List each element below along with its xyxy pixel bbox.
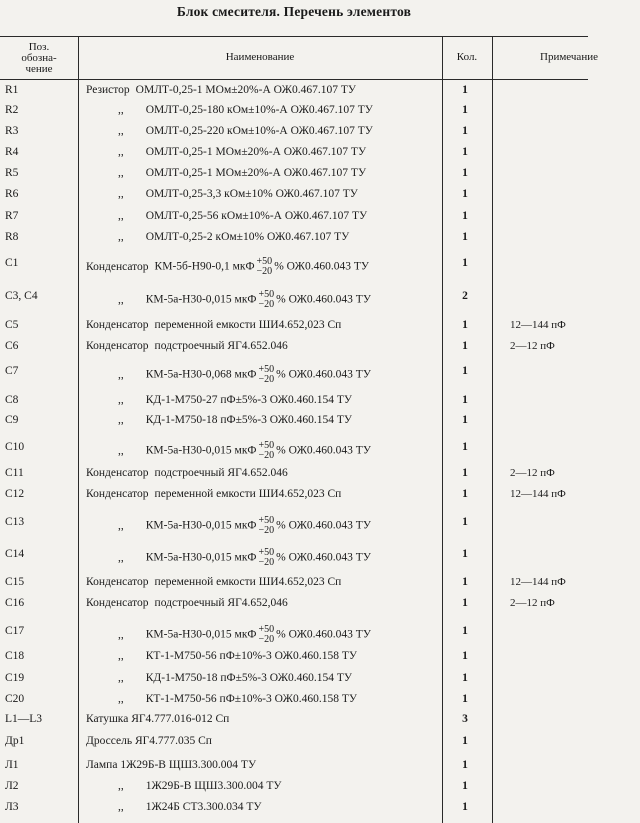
element-spec: КМ-5а-Н30-0,068 мкФ <box>145 368 257 381</box>
element-type-prefix: ,, <box>118 551 124 564</box>
element-type-prefix: ,, <box>118 293 124 306</box>
element-name <box>118 231 349 243</box>
element-spec-tail: % ОЖ0.460.043 ТУ <box>274 260 370 273</box>
position-designator: Л1 <box>5 759 19 771</box>
quantity: 1 <box>462 625 468 637</box>
element-name <box>118 146 366 158</box>
element-name <box>118 441 371 461</box>
tolerance-fraction <box>259 516 275 536</box>
element-type-prefix: Резистор <box>86 84 130 96</box>
position-designator: C13 <box>5 516 25 528</box>
position-designator: R1 <box>5 84 19 96</box>
element-spec-tail: % ОЖ0.460.043 ТУ <box>276 293 371 306</box>
tolerance-fraction <box>259 365 275 385</box>
quantity: 1 <box>462 467 468 479</box>
note: 2—12 пФ <box>510 597 555 609</box>
quantity: 1 <box>462 319 468 331</box>
tolerance-upper: +50 <box>258 289 275 300</box>
element-type-prefix: ,, <box>118 414 124 426</box>
quantity: 1 <box>462 801 468 813</box>
element-name <box>118 104 373 116</box>
quantity: 1 <box>462 257 468 269</box>
quantity: 1 <box>462 780 468 792</box>
element-type-prefix: ,, <box>118 801 124 813</box>
quantity: 1 <box>462 441 468 453</box>
tolerance-lower: −20 <box>258 634 275 645</box>
element-name <box>86 340 288 352</box>
element-type-prefix: Конденсатор <box>86 576 149 588</box>
element-type-prefix: Конденсатор <box>86 467 149 479</box>
quantity: 1 <box>462 394 468 406</box>
quantity: 1 <box>462 146 468 158</box>
header-name: Наименование <box>225 51 295 63</box>
element-type-prefix: ,, <box>118 104 124 116</box>
element-name <box>86 759 256 771</box>
element-type-prefix: Конденсатор <box>86 488 149 500</box>
position-designator: C12 <box>5 488 25 500</box>
element-type-prefix: Конденсатор <box>86 340 149 352</box>
element-type-prefix: ,, <box>118 444 124 457</box>
header-pos-line1: Поз. <box>28 41 50 53</box>
position-designator: C1 <box>5 257 19 269</box>
element-spec-tail: % ОЖ0.460.043 ТУ <box>276 519 371 532</box>
position-designator: C8 <box>5 394 19 406</box>
element-spec: ОМЛТ-0,25-220 кОм±10%-А ОЖ0.467.107 ТУ <box>145 125 373 137</box>
element-spec: 1Ж29Б-В ЩШ3.300.004 ТУ <box>145 780 282 792</box>
header-bottom-border <box>0 79 588 80</box>
quantity: 1 <box>462 488 468 500</box>
element-type-prefix: ,, <box>118 628 124 641</box>
element-spec-tail: % ОЖ0.460.043 ТУ <box>276 551 371 564</box>
position-designator: C20 <box>5 693 25 705</box>
element-type-prefix: Конденсатор <box>86 260 149 273</box>
element-spec: подстроечный ЯГ4.652,046 <box>154 597 288 609</box>
tolerance-lower: −20 <box>258 557 275 568</box>
tolerance-lower: −20 <box>258 299 275 310</box>
element-name <box>86 84 356 96</box>
quantity: 1 <box>462 650 468 662</box>
position-designator: R7 <box>5 210 19 222</box>
position-designator: C17 <box>5 625 25 637</box>
quantity: 1 <box>462 597 468 609</box>
quantity: 1 <box>462 167 468 179</box>
element-spec: 1Ж24Б СТ3.300.034 ТУ <box>145 801 262 813</box>
element-spec-tail: % ОЖ0.460.043 ТУ <box>276 368 371 381</box>
element-name <box>86 319 341 331</box>
note: 2—12 пФ <box>510 467 555 479</box>
element-spec: КМ-5а-Н30-0,015 мкФ <box>145 628 257 641</box>
quantity: 1 <box>462 84 468 96</box>
element-name <box>86 467 288 479</box>
element-spec: КТ-1-М750-56 пФ±10%-3 ОЖ0.460.158 ТУ <box>145 650 357 662</box>
element-spec: Катушка ЯГ4.777.016-012 Сп <box>86 713 230 725</box>
header-pos-line3: чение <box>25 63 53 75</box>
element-spec: переменной емкости ШИ4.652,023 Сп <box>154 576 342 588</box>
tolerance-fraction <box>259 548 275 568</box>
element-name <box>118 188 358 200</box>
quantity: 1 <box>462 759 468 771</box>
element-type-prefix: ,, <box>118 650 124 662</box>
quantity: 3 <box>462 713 468 725</box>
element-name <box>86 576 341 588</box>
header-qty: Кол. <box>456 51 478 63</box>
element-spec: ОМЛТ-0,25-2 кОм±10% ОЖ0.467.107 ТУ <box>145 231 350 243</box>
quantity: 1 <box>462 516 468 528</box>
position-designator: C11 <box>5 467 24 479</box>
quantity: 1 <box>462 672 468 684</box>
position-designator: C6 <box>5 340 19 352</box>
element-spec: КД-1-М750-18 пФ±5%-3 ОЖ0.460.154 ТУ <box>145 672 353 684</box>
element-type-prefix: ,, <box>118 672 124 684</box>
tolerance-upper: +50 <box>258 515 275 526</box>
element-type-prefix: Конденсатор <box>86 319 149 331</box>
element-name <box>118 625 371 645</box>
element-name <box>118 414 352 426</box>
tolerance-lower: −20 <box>258 374 275 385</box>
position-designator: C16 <box>5 597 25 609</box>
element-type-prefix: Конденсатор <box>86 597 149 609</box>
tolerance-fraction <box>259 625 275 645</box>
element-spec: КД-1-М750-27 пФ±5%-3 ОЖ0.460.154 ТУ <box>145 394 353 406</box>
position-designator: C3, C4 <box>5 290 38 302</box>
element-name <box>118 780 282 792</box>
position-designator: R2 <box>5 104 19 116</box>
position-designator: R3 <box>5 125 19 137</box>
element-spec: переменной емкости ШИ4.652,023 Сп <box>154 488 342 500</box>
element-name <box>118 290 371 310</box>
element-type-prefix: ,, <box>118 125 124 137</box>
position-designator: Др1 <box>5 735 25 747</box>
element-spec: КТ-1-М750-56 пФ±10%-3 ОЖ0.460.158 ТУ <box>145 693 357 705</box>
note: 12—144 пФ <box>510 488 566 500</box>
position-designator: C9 <box>5 414 19 426</box>
element-name <box>118 801 262 813</box>
position-designator: R4 <box>5 146 19 158</box>
position-designator: C18 <box>5 650 25 662</box>
quantity: 2 <box>462 290 468 302</box>
element-type-prefix: ,, <box>118 780 124 792</box>
element-spec: КД-1-М750-18 пФ±5%-3 ОЖ0.460.154 ТУ <box>145 414 353 426</box>
tolerance-lower: −20 <box>258 525 275 536</box>
element-spec: подстроечный ЯГ4.652.046 <box>154 467 288 479</box>
header-note: Примечание <box>540 51 598 63</box>
position-designator: C15 <box>5 576 25 588</box>
element-spec: переменной емкости ШИ4.652,023 Сп <box>154 319 342 331</box>
position-designator: C7 <box>5 365 19 377</box>
table-top-border <box>0 36 588 37</box>
position-designator: Л2 <box>5 780 19 792</box>
element-spec: КМ-5а-Н30-0,015 мкФ <box>145 551 257 564</box>
quantity: 1 <box>462 210 468 222</box>
element-spec: КМ-5а-Н30-0,015 мкФ <box>145 519 257 532</box>
element-spec: ОМЛТ-0,25-1 МОм±20%-А ОЖ0.467.107 ТУ <box>145 167 367 179</box>
header-pos-line2: обозна- <box>21 52 57 64</box>
element-spec: подстроечный ЯГ4.652.046 <box>154 340 288 352</box>
element-spec: Дроссель ЯГ4.777.035 Сп <box>86 735 212 747</box>
quantity: 1 <box>462 188 468 200</box>
element-name <box>118 516 371 536</box>
quantity: 1 <box>462 414 468 426</box>
element-type-prefix: ,, <box>118 146 124 158</box>
element-name <box>118 650 357 662</box>
element-type-prefix: ,, <box>118 210 124 222</box>
element-spec-tail: % ОЖ0.460.043 ТУ <box>276 444 371 457</box>
col-divider-note <box>492 36 493 823</box>
element-name <box>86 713 229 725</box>
tolerance-upper: +50 <box>258 364 275 375</box>
element-spec: ОМЛТ-0,25-180 кОм±10%-А ОЖ0.467.107 ТУ <box>145 104 373 116</box>
element-name <box>118 210 367 222</box>
tolerance-fraction <box>259 441 275 461</box>
position-designator: R6 <box>5 188 19 200</box>
element-type-prefix: ,, <box>118 231 124 243</box>
quantity: 1 <box>462 365 468 377</box>
element-name <box>118 693 357 705</box>
element-name <box>118 548 371 568</box>
header-pos <box>0 42 78 75</box>
page-title: Блок смесителя. Перечень элементов <box>176 4 412 19</box>
tolerance-upper: +50 <box>258 624 275 635</box>
position-designator: L1—L3 <box>5 713 43 725</box>
position-designator: Л3 <box>5 801 19 813</box>
element-spec: КМ-5а-Н30-0,015 мкФ <box>145 444 257 457</box>
element-spec: КМ-5б-Н90-0,1 мкФ <box>154 260 255 273</box>
element-name <box>118 125 373 137</box>
element-type-prefix: ,, <box>118 693 124 705</box>
position-designator: C19 <box>5 672 25 684</box>
position-designator: C14 <box>5 548 25 560</box>
quantity: 1 <box>462 125 468 137</box>
tolerance-upper: +50 <box>258 440 275 451</box>
quantity: 1 <box>462 340 468 352</box>
tolerance-lower: −20 <box>256 266 273 277</box>
col-divider-name <box>78 36 79 823</box>
position-designator: C10 <box>5 441 25 453</box>
element-type-prefix: ,, <box>118 368 124 381</box>
element-name <box>118 365 371 385</box>
col-divider-qty <box>442 36 443 823</box>
tolerance-fraction <box>257 257 273 277</box>
tolerance-lower: −20 <box>258 450 275 461</box>
position-designator: R5 <box>5 167 19 179</box>
element-name <box>118 394 352 406</box>
note: 2—12 пФ <box>510 340 555 352</box>
tolerance-upper: +50 <box>258 547 275 558</box>
element-spec: КМ-5а-Н30-0,015 мкФ <box>145 293 257 306</box>
element-type-prefix: ,, <box>118 519 124 532</box>
tolerance-fraction <box>259 290 275 310</box>
element-type-prefix: ,, <box>118 167 124 179</box>
element-type-prefix: ,, <box>118 394 124 406</box>
element-spec: ОМЛТ-0,25-3,3 кОм±10% ОЖ0.467.107 ТУ <box>145 188 358 200</box>
note: 12—144 пФ <box>510 576 566 588</box>
quantity: 1 <box>462 548 468 560</box>
quantity: 1 <box>462 576 468 588</box>
element-spec: Лампа 1Ж29Б-В ЩШ3.300.004 ТУ <box>86 759 257 771</box>
quantity: 1 <box>462 693 468 705</box>
element-type-prefix: ,, <box>118 188 124 200</box>
note: 12—144 пФ <box>510 319 566 331</box>
position-designator: C5 <box>5 319 19 331</box>
element-spec: ОМЛТ-0,25-56 кОм±10%-А ОЖ0.467.107 ТУ <box>145 210 368 222</box>
element-name <box>86 488 341 500</box>
element-name <box>118 167 366 179</box>
quantity: 1 <box>462 231 468 243</box>
element-name <box>118 672 352 684</box>
element-spec: ОМЛТ-0,25-1 МОм±20%-А ОЖ0.467.107 ТУ <box>145 146 367 158</box>
element-name <box>86 735 212 747</box>
quantity: 1 <box>462 104 468 116</box>
element-name <box>86 597 288 609</box>
element-name <box>86 257 369 277</box>
tolerance-upper: +50 <box>256 256 273 267</box>
element-spec-tail: % ОЖ0.460.043 ТУ <box>276 628 371 641</box>
element-spec: ОМЛТ-0,25-1 МОм±20%-А ОЖ0.467.107 ТУ <box>135 84 357 96</box>
quantity: 1 <box>462 735 468 747</box>
position-designator: R8 <box>5 231 19 243</box>
